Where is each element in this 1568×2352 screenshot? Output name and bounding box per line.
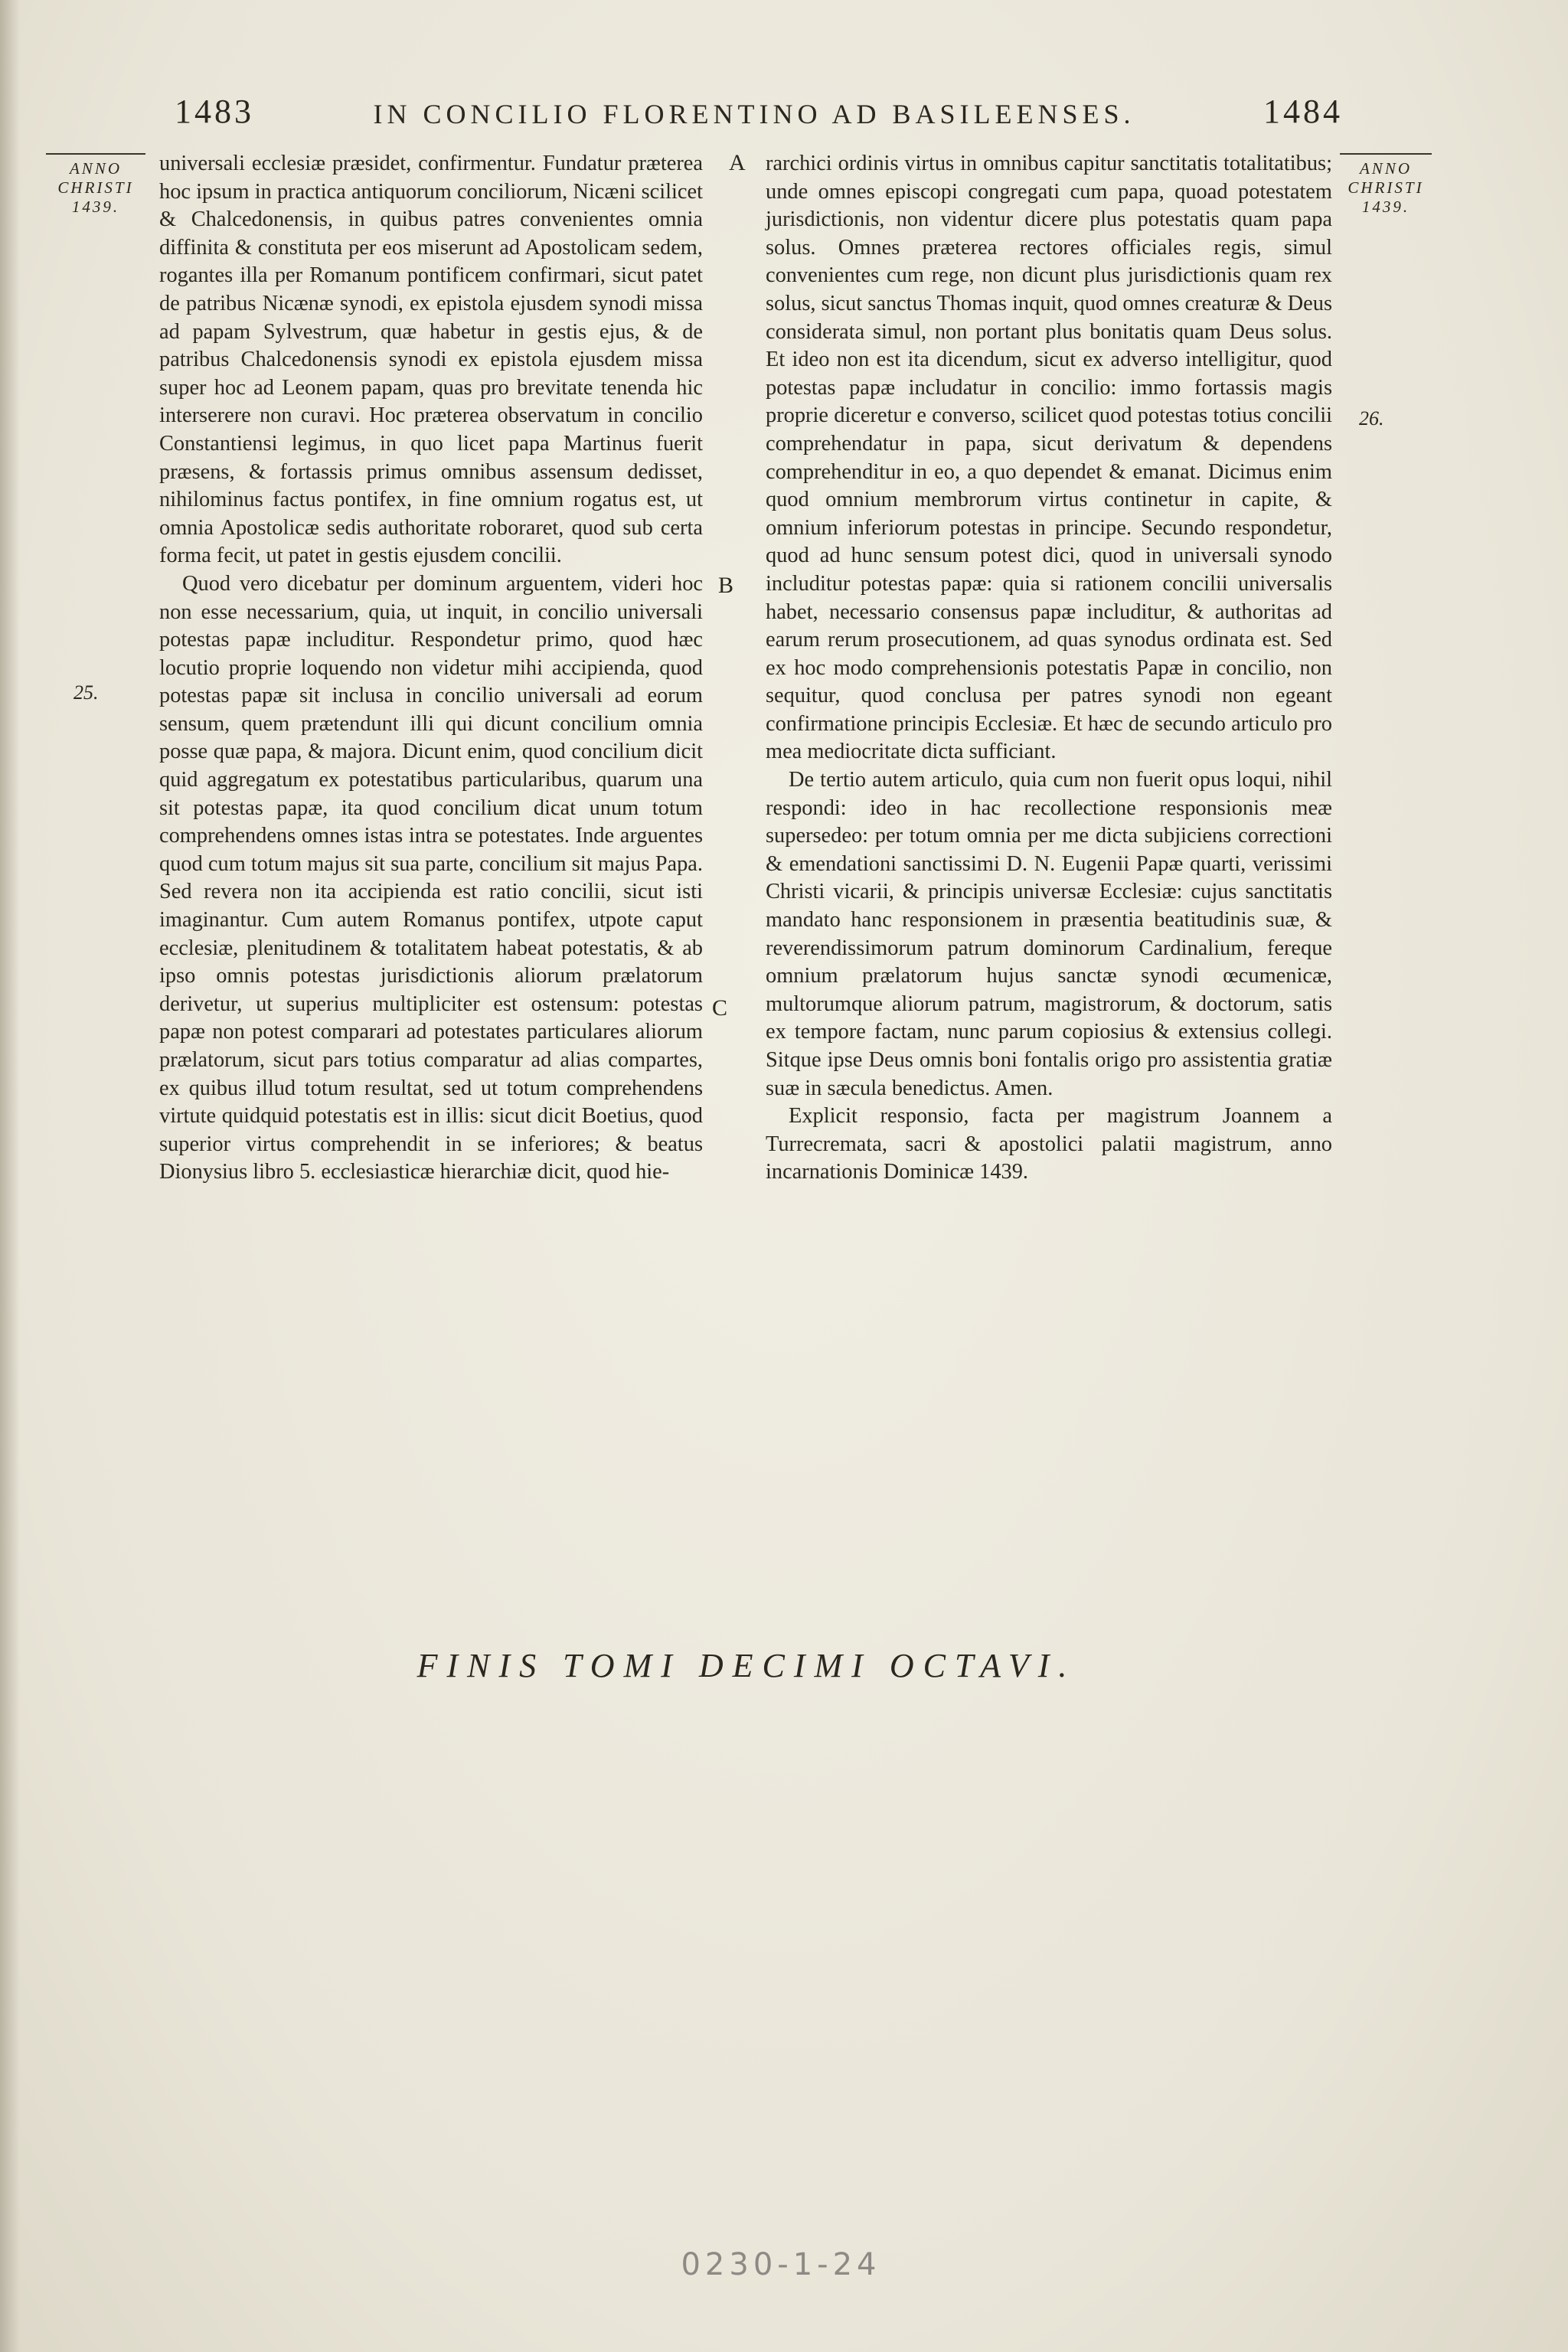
section-letter-a: A — [729, 150, 746, 175]
margin-year: 1439. — [71, 198, 120, 216]
gutter-shadow — [0, 0, 20, 2352]
running-head — [161, 92, 1355, 138]
section-number-right: 26. — [1359, 407, 1384, 430]
margin-christi: CHRISTI — [57, 178, 134, 197]
section-letter-c: C — [712, 995, 728, 1021]
paragraph: rarchici ordinis virtus in omnibus capitur sanctitatis totalitatibus; unde omnes episcopi congregati cum papa, quoad potestatem jurisdictionis, non videntur dicere plus potestatis quam papa solus. Omnes præterea rectores officiales regis, simul convenientes cum rege, non dicunt plus jurisdictionis quam rex solus, sicut sanctus Thomas inquit, quod omnes creaturæ & Deus considerata simul, non portant plus bonitatis quam Deus solus. Et ideo non est ita dicendum, sicut ex adverso intelligitur, quod potestas papæ includatur in concilio: immo fortassis magis proprie diceretur e converso, scilicet quod potestas totius concilii comprehendatur in papa, sicut derivatum & dependens comprehenditur in eo, a quo dependet & emanat. Dicimus enim quod omnium membrorum virtus continetur in capite, & omnium inferiorum potestas in principe. Secundo respondetur, quod ad hunc sensum potest dici, quod in universali synodo includitur potestas papæ: quia si rationem concilii universalis habet, necessario consensus papæ includitur, & authoritas ad earum rerum prosecutionem, ad quas synodus ordinata est. Sed ex hoc modo comprehensionis potestatis Papæ in concilio, non sequitur, quod conclusa per patres synodi non egeant confirmatione principis Ecclesiæ. Et hæc de secundo articulo pro mea mediocritate dicta sufficiant. — [766, 152, 1332, 764]
paragraph: Quod vero dicebatur per dominum arguentem, videri hoc non esse necessarium, quia, ut inquit, in concilio universali potestas papæ includitur. Respondetur primo, quod hæc locutio proprie loquendo non videtur mihi accipienda, quod potestas papæ sit inclusa in concilio universali ad eorum sensum, quem prætendunt illi qui dicunt concilium omnia posse quæ papa, & majora. Dicunt enim, quod concilium dicit quid aggregatum ex potestatibus particularibus, quarum una sit potestas papæ, ita quod concilium dicat unum totum comprehendens omnes istas intra se potestates. Inde arguentes quod cum totum majus sit sua parte, concilium sit majus Papa. Sed revera non ita accipienda est ratio concilii, sicut isti imaginantur. Cum autem Romanus pontifex, utpote caput ecclesiæ, plenitudinem & totalitatem habeat potestatis, & ab ipso omnis potestas jurisdictionis aliorum prælatorum derivetur, ut superius multipliciter est ostensum: potestas papæ non potest comparari ad potestates particulares aliorum prælatorum, sicut pars totius comparatur ad alias compartes, ex quibus illud totum resultat, sed ut totum comprehendens virtute quidquid potestatis est in illis: sicut dicit Boetius, quod superior virtus comprehendit in se inferiores; & beatus Dionysius libro 5. ecclesiasticæ hierarchiæ dicit, quod hie- — [159, 571, 703, 1184]
section-letter-b: B — [718, 573, 734, 598]
library-stamp: 0230-1-24 — [681, 2247, 881, 2282]
margin-rule — [1340, 153, 1432, 155]
finis-line: FINIS TOMI DECIMI OCTAVI. — [416, 1647, 1076, 1684]
right-column — [766, 150, 1332, 1187]
section-number-left: 25. — [74, 681, 99, 704]
paragraph: Explicit responsio, facta per magistrum Joannem a Turrecremata, sacri & apostolici palatii magistrum, anno incarnationis Dominicæ 1439. — [766, 1104, 1332, 1184]
left-page-number: 1483 — [175, 93, 254, 130]
margin-rule — [46, 153, 145, 155]
margin-note-right — [1340, 153, 1432, 217]
margin-year: 1439. — [1361, 198, 1410, 216]
margin-note-left — [46, 153, 145, 217]
margin-anno: ANNO — [69, 159, 122, 178]
running-title: IN CONCILIO FLORENTINO AD BASILEENSES. — [373, 99, 1135, 129]
margin-anno: ANNO — [1359, 159, 1412, 178]
paragraph: De tertio autem articulo, quia cum non fuerit opus loqui, nihil respondi: ideo in hac recollectione responsionis meæ supersedeo: per totum omnia per me dicta subjiciens correctioni & emendationi sanctissimi D. N. Eugenii Papæ quarti, verissimi Christi vicarii, & principis universæ Ecclesiæ: cujus sanctitatis mandato hanc responsionem in præsentia beatitudinis suæ, & reverendissimorum patrum dominorum Cardinalium, fereque omnium prælatorum hujus sanctæ synodi œcumenicæ, multorumque aliorum patrum, magistrorum, & doctorum, satis ex tempore factam, nunc parum copiosius & extensius collegi. Sitque ipse Deus omnis boni fontalis origo pro assistentia gratiæ suæ in sæcula benedictus. Amen. — [766, 768, 1332, 1100]
margin-christi: CHRISTI — [1348, 178, 1424, 197]
paragraph: universali ecclesiæ præsidet, confirmentur. Fundatur præterea hoc ipsum in practica antiquorum conciliorum, Nicæni scilicet & Chalcedonensis, in quibus patres convenientes omnia diffinita & constituta per eos miserunt ad Apostolicam sedem, rogantes illa per Romanum pontificem confirmari, sicut patet de patribus Nicænæ synodi, ex epistola ejusdem synodi missa ad papam Sylvestrum, quæ habetur in gestis ejus, & de patribus Chalcedonensis synodi ex epistola ejusdem missa super hoc ad Leonem papam, quas pro brevitate tenenda hic interserere non curavi. Hoc præterea observatum in concilio Constantiensi legimus, in quo licet papa Martinus fuerit præsens, & fortassis primus omnibus assensum dedisset, nihilominus factus pontifex, in fine omnium rogatus est, ut omnia Apostolicæ sedis authoritate roboraret, quod sub certa forma fecit, ut patet in gestis ejusdem concilii. — [159, 152, 703, 568]
right-page-number: 1484 — [1263, 93, 1343, 130]
left-column — [159, 150, 703, 1187]
